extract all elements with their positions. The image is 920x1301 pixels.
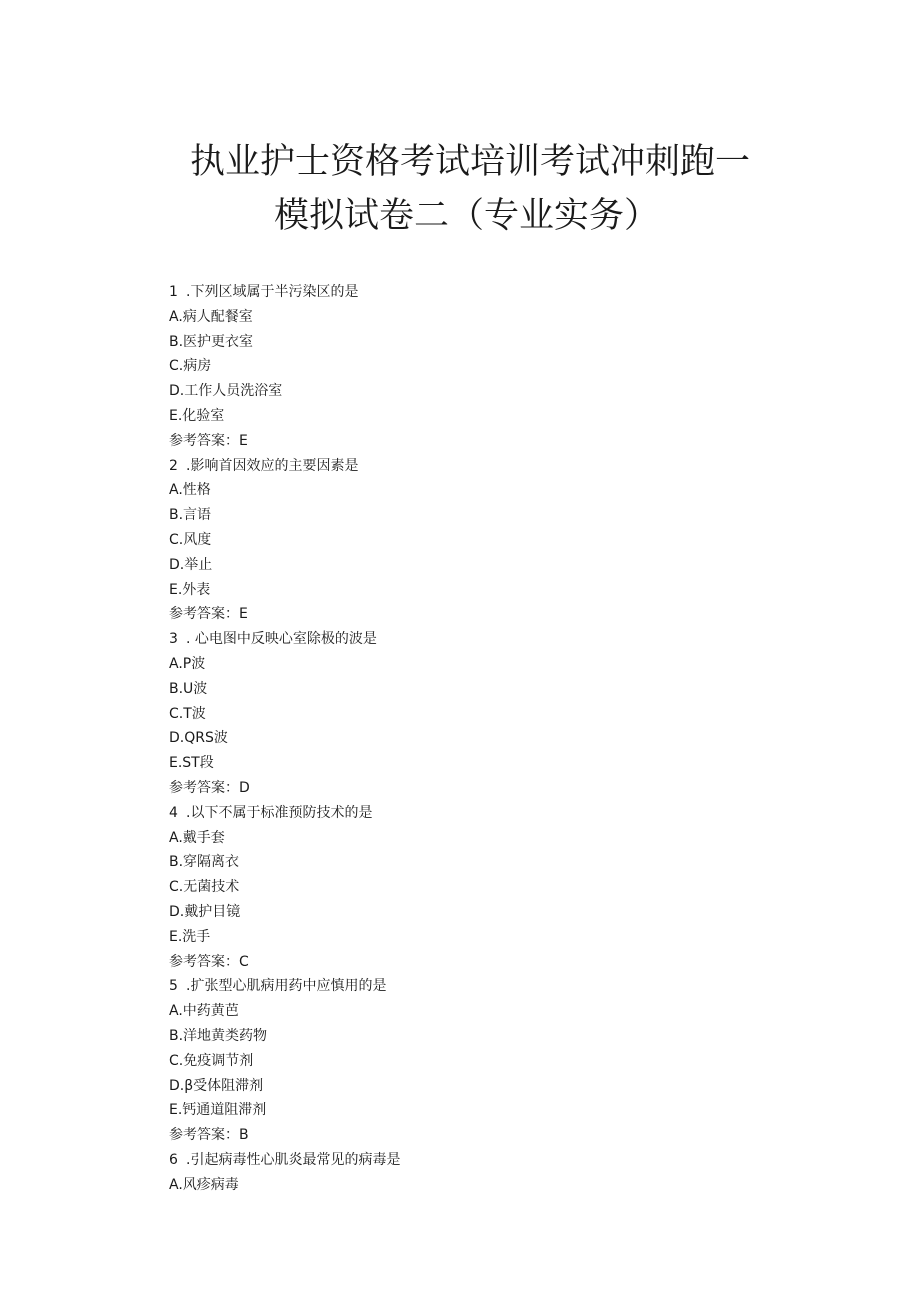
answer-option: D.QRS波 [169,730,228,747]
answer-option: A.性格 [169,482,211,499]
answer-option: B.穿隔离衣 [169,854,240,871]
answer-option: C.无菌技术 [169,879,240,896]
question-stem [169,627,769,652]
answer-option: A.病人配餐室 [169,308,253,325]
answer-option: D.工作人员洗浴室 [169,383,283,400]
reference-answer: 参考答案：E [169,606,248,623]
question-number: 4 [169,804,178,821]
answer-option: C.风度 [169,531,212,548]
answer-option: D.举止 [169,556,213,573]
question-text: .以下不属于标准预防技术的是 [186,804,373,821]
answer-option: E.钙通道阻滞剂 [169,1102,267,1119]
question-stem [169,280,769,305]
answer-option: E.洗手 [169,928,211,945]
answer-option: A.风疹病毒 [169,1176,239,1193]
question-number: 6 [169,1151,178,1168]
answer-option: B.医护更衣室 [169,333,254,350]
answer-option: D.β受体阻滞剂 [169,1077,264,1094]
answer-option: B.洋地黄类药物 [169,1027,268,1044]
question-text: . 心电图中反映心室除极的波是 [186,631,377,648]
title-line-1: 执业护士资格考试培训考试冲刺跑一 [190,142,751,182]
question-stem [169,801,769,826]
answer-option: E.ST段 [169,755,214,772]
answer-option: A.P波 [169,655,206,672]
question-number: 2 [169,457,178,474]
reference-answer: 参考答案：C [169,953,249,970]
question-text: .引起病毒性心肌炎最常见的病毒是 [186,1151,401,1168]
answer-option: E.外表 [169,581,211,598]
answer-option: A.戴手套 [169,829,225,846]
answer-option: D.戴护目镜 [169,903,241,920]
reference-answer: 参考答案：E [169,432,248,449]
question-stem [169,454,769,479]
question-stem [169,974,769,999]
reference-answer: 参考答案：B [169,1127,249,1144]
title-line-2: 模拟试卷二（专业实务） [274,196,660,236]
answer-option: A.中药黄芭 [169,1003,239,1020]
question-number: 5 [169,978,178,995]
answer-option: E.化验室 [169,407,225,424]
question-text: .影响首因效应的主要因素是 [186,457,359,474]
question-number: 1 [169,284,178,300]
question-stem [169,1148,769,1173]
answer-option: C.T波 [169,705,206,722]
answer-option: C.免疫调节剂 [169,1052,254,1069]
question-text: .扩张型心肌病用药中应慎用的是 [186,978,387,995]
question-number: 3 [169,631,178,648]
question-list [169,280,769,1197]
answer-option: B.言语 [169,507,212,524]
answer-option: B.U波 [169,680,208,697]
question-text: .下列区域属于半污染区的是 [186,284,359,300]
answer-option: C.病房 [169,358,212,375]
reference-answer: 参考答案：D [169,779,250,796]
